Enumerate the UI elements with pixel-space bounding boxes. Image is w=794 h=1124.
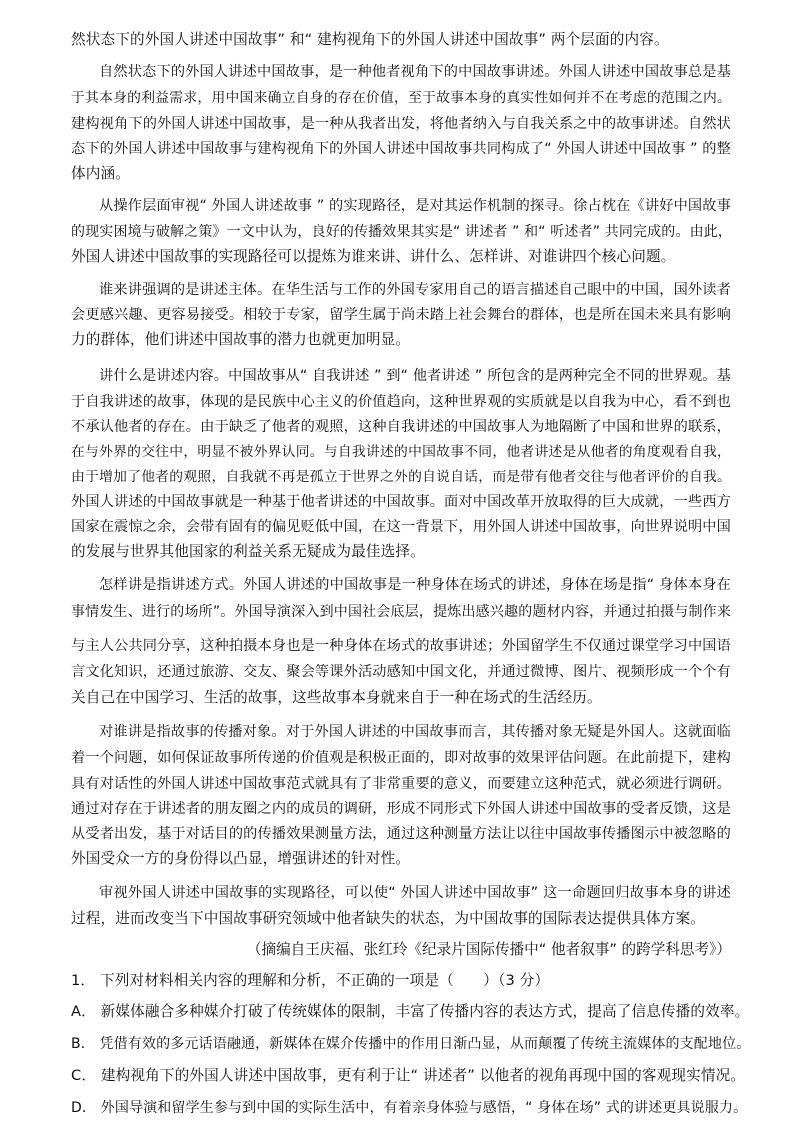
text-line: 谁来讲强调的是讲述主体。在华生活与工作的外国专家用自己的语言描述自己眼中的中国，国外读者 [99, 282, 731, 298]
text-line: 会更感兴趣、更容易接受。相较于专家，留学生属于尚未踏上社会舞台的群体，也是所在国未来具有影响 [71, 307, 731, 323]
option-c: C． 建构视角下的外国人讲述中国故事，更有利于让“ 讲述者” 以他者的视角再现中国的客观现实情况。 [71, 1067, 746, 1084]
question-stem: 1． 下列对材料相关内容的理解和分析，不正确的一项是（ ）（3 分） [71, 972, 550, 989]
text-line: 关自己在中国学习、生活的故事，这些故事本身就来自于一种在场式的生活经历。 [71, 689, 602, 706]
text-line: 体内涵。 [71, 165, 130, 182]
text-line: 事情发生、进行的场所”。外国导演深入到中国社会底层，提炼出感兴趣的题材内容，并通过拍摄与制作来 [71, 604, 731, 620]
text-line: 于其本身的利益需求，用中国来确立自身的存在价值，至于故事本身的真实性如何并不在考虑的范围之内。 [71, 90, 731, 106]
text-line: 讲什么是讲述内容。中国故事从“ 自我讲述 ” 到“ 他者讲述 ” 所包含的是两种完全不同的世界观。基 [99, 368, 731, 384]
text-line: 于自我讲述的故事，体现的是民族中心主义的价值趋向，这种世界观的实质就是以自我为中心，看不到也 [71, 394, 731, 410]
text-line: 外国人讲述的中国故事就是一种基于他者讲述的中国故事。面对中国改革开放取得的巨大成就，一些西方 [71, 494, 731, 510]
text-line: 怎样讲是指讲述方式。外国人讲述的中国故事是一种身体在场式的讲述，身体在场是指“ 身体本身在 [99, 577, 731, 593]
source-citation: （摘编自王庆福、张红玲《纪录片国际传播中“ 他者叙事” 的跨学科思考》） [246, 941, 731, 958]
text-line: 从受者出发，基于对话目的的传播效果测量方法，通过这种测量方法让以往中国故事传播图示中被忽略的 [71, 826, 731, 842]
text-line: 态下的外国人讲述中国故事与建构视角下的外国人讲述中国故事共同构成了“ 外国人讲述中国故事 ” 的整 [71, 141, 731, 157]
text-line: 过程，进而改变当下中国故事研究领域中他者缺失的状态，为中国故事的国际表达提供具体方案。 [71, 910, 705, 927]
text-line: 审视外国人讲述中国故事的实现路径，可以使“ 外国人讲述中国故事” 这一命题回归故事本身的讲述 [99, 885, 731, 901]
text-line: 言文化知识，还通过旅游、交友、聚会等课外活动感知中国文化，并通过微博、图片、视频形成一个个有 [71, 664, 731, 680]
text-line: 不承认他者的存在。由于缺乏了他者的观照，这种自我讲述的中国故事人为地隔断了中国和世界的联系， [71, 419, 731, 435]
text-line: 外国受众一方的身份得以凸显，增强讲述的针对性。 [71, 850, 411, 867]
text-line: 的发展与世界其他国家的利益关系无疑成为最佳选择。 [71, 543, 425, 560]
text-line: 外国人讲述中国故事的实现路径可以提炼为谁来讲、讲什么、怎样讲、对谁讲四个核心问题。 [71, 248, 676, 265]
text-line: 力的群体，他们讲述中国故事的潜力也就更加明显。 [71, 331, 411, 348]
text-line: 国家在震惊之余，会带有固有的偏见贬低中国，在这一背景下，用外国人讲述中国故事，向世界说明中国 [71, 519, 731, 535]
text-line: 在与外界的交往中，明显不被外界认同。与自我讲述的中国故事不同，他者讲述是从他者的角度观看自我， [71, 444, 731, 460]
text-line: 与主人公共同分享，这种拍摄本身也是一种身体在场式的故事讲述；外国留学生不仅通过课堂学习中国语 [71, 638, 731, 654]
text-line: 对谁讲是指故事的传播对象。对于外国人讲述的中国故事而言，其传播对象无疑是外国人。这就面临 [99, 724, 731, 740]
text-line: 自然状态下的外国人讲述中国故事，是一种他者视角下的中国故事讲述。外国人讲述中国故事总是基 [99, 64, 731, 80]
text-line: 的现实困境与破解之策》一文中认为，良好的传播效果其实是“ 讲述者 ” 和“ 听述者” 共同完成的。由此， [71, 224, 733, 240]
text-line: 由于增加了他者的观照，自我就不再是孤立于世界之外的自说自话，而是带有他者交往与他者评价的自我。 [71, 469, 731, 485]
text-line: 然状态下的外国人讲述中国故事” 和“ 建构视角下的外国人讲述中国故事” 两个层面的内容。 [71, 31, 669, 48]
text-line: 建构视角下的外国人讲述中国故事，是一种从我者出发，将他者纳入与自我关系之中的故事讲述。自然状 [71, 116, 731, 132]
text-line: 通过对存在于讲述者的朋友圈之内的成员的调研，形成不同形式下外国人讲述中国故事的受者反馈，这是 [71, 801, 731, 817]
text-line: 着一个问题，如何保证故事所传递的价值观是积极正面的，即对故事的效果评估问题。在此前提下，建构 [71, 750, 731, 766]
option-a: A． 新媒体融合多种媒介打破了传统媒体的限制，丰富了传播内容的表达方式，提高了信息传播的效率。 [71, 1003, 750, 1020]
option-b: B． 凭借有效的多元话语融通，新媒体在媒介传播中的作用日渐凸显，从而颠覆了传统主流媒体的支配地位。 [71, 1036, 751, 1052]
text-line: 具有对话性的外国人讲述中国故事范式就具有了非常重要的意义，而要建立这种范式，就必须进行调研。 [71, 776, 731, 792]
option-d: D． 外国导演和留学生参与到中国的实际生活中，有着亲身体验与感悟，“ 身体在场” 式的讲述更具说服力。 [71, 1100, 748, 1116]
text-line: 从操作层面审视“ 外国人讲述故事 ” 的实现路径，是对其运作机制的探寻。徐占枕在《讲好中国故事 [99, 198, 731, 214]
